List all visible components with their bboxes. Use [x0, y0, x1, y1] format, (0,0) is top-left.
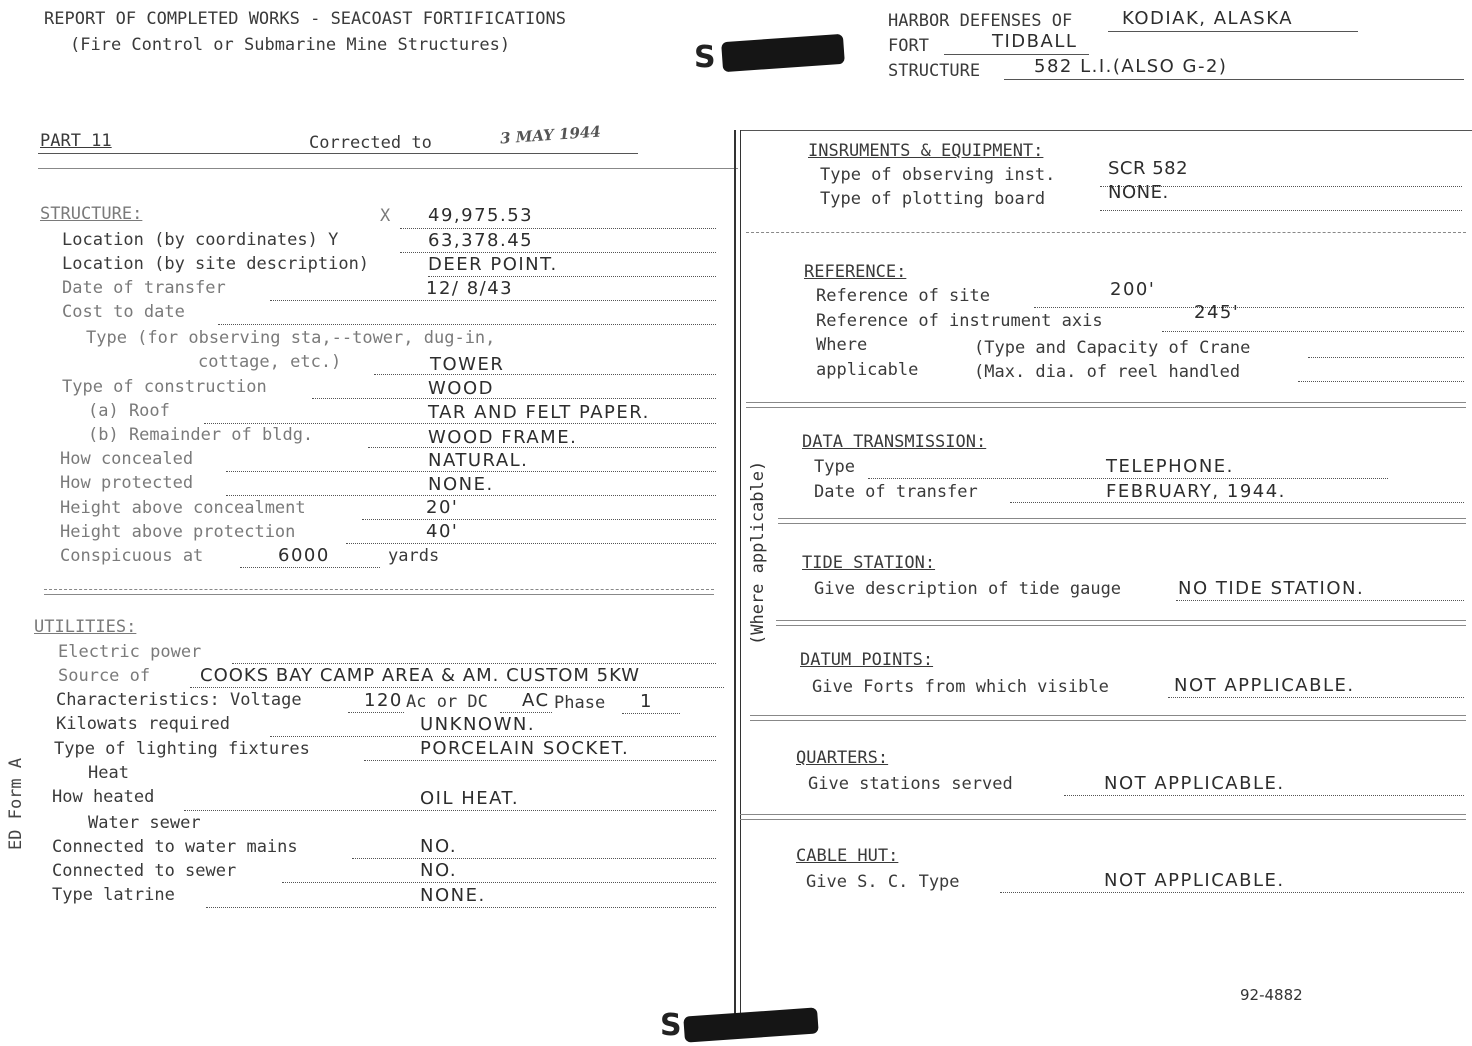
- cable-hut-type-label: Give S. C. Type: [806, 872, 960, 892]
- roof-value: TAR AND FELT PAPER.: [428, 402, 650, 423]
- tide-gauge-label: Give description of tide gauge: [814, 579, 1122, 599]
- construction-label: Type of construction: [62, 377, 267, 397]
- fort-label: FORT: [888, 36, 929, 56]
- structure-label: STRUCTURE: [888, 61, 981, 81]
- concealed-label: How concealed: [60, 449, 194, 469]
- harbor-label: HARBOR DEFENSES OF: [888, 11, 1073, 31]
- conspicuous-label: Conspicuous at: [60, 546, 204, 566]
- sewer-label: Connected to sewer: [52, 861, 237, 881]
- x-label: X: [380, 206, 391, 226]
- protected-label: How protected: [60, 473, 194, 493]
- part-divider-left: [38, 153, 638, 154]
- data-transmission-heading: DATA TRANSMISSION:: [802, 432, 987, 452]
- conspicuous-value: 6000: [278, 545, 330, 566]
- remainder-label: (b) Remainder of bldg.: [88, 425, 314, 445]
- report-subtitle: (Fire Control or Submarine Mine Structures): [70, 35, 511, 55]
- reference-axis-label: Reference of instrument axis: [816, 311, 1103, 331]
- height-protection-label: Height above protection: [60, 522, 296, 542]
- cable-hut-type-value: NOT APPLICABLE.: [1104, 870, 1285, 891]
- latrine-label: Type latrine: [52, 885, 175, 905]
- structure-underline: [1004, 79, 1464, 80]
- harbor-underline: [1108, 31, 1358, 32]
- corrected-label: Corrected to: [309, 133, 432, 153]
- center-divider: [734, 130, 736, 1026]
- x-value: 49,975.53: [428, 205, 534, 226]
- datum-divider: [750, 715, 1466, 716]
- date-transfer-label: Date of transfer: [62, 278, 226, 298]
- left-section-divider: [38, 168, 738, 169]
- construction-value: WOOD: [428, 378, 494, 399]
- reel-label: (Max. dia. of reel handled: [974, 362, 1241, 382]
- type-label-1: Type (for observing sta,--tower, dug-in,: [86, 328, 496, 348]
- center-divider-2: [740, 130, 741, 1026]
- redaction-mark-top: [721, 34, 845, 72]
- kilowatts-label: Kilowats required: [56, 714, 230, 734]
- reference-heading: REFERENCE:: [804, 262, 907, 282]
- phase-value: 1: [640, 691, 653, 712]
- how-heated-value: OIL HEAT.: [420, 788, 520, 809]
- quarters-stations-value: NOT APPLICABLE.: [1104, 773, 1285, 794]
- dt-type-label: Type: [814, 457, 855, 477]
- instruments-divider: [746, 232, 1466, 233]
- applicable-label: applicable: [816, 360, 919, 380]
- latrine-value: NONE.: [420, 885, 486, 906]
- tide-gauge-value: NO TIDE STATION.: [1178, 578, 1365, 599]
- voltage-value: 120: [364, 690, 403, 711]
- fort-underline: [944, 54, 1089, 55]
- plotting-value: NONE.: [1108, 182, 1169, 203]
- structure-utilities-divider: [44, 589, 714, 590]
- reference-divider: [746, 402, 1466, 403]
- water-mains-value: NO.: [420, 836, 458, 857]
- form-number-label: ED Form A: [6, 757, 26, 850]
- reference-site-value: 200': [1110, 279, 1156, 300]
- reference-axis-value: 245': [1194, 302, 1240, 323]
- right-top-rule: [740, 130, 1472, 131]
- tide-divider: [776, 620, 1466, 621]
- water-sewer-label: Water sewer: [88, 813, 201, 833]
- datum-divider-2: [750, 720, 1466, 721]
- cost-label: Cost to date: [62, 302, 185, 322]
- kilowatts-value: UNKNOWN.: [420, 714, 536, 735]
- reference-divider-2: [746, 407, 1466, 408]
- acdc-value: AC: [522, 690, 550, 711]
- characteristics-label: Characteristics: Voltage: [56, 690, 302, 710]
- reference-site-label: Reference of site: [816, 286, 990, 306]
- type-value: TOWER: [430, 354, 505, 375]
- report-title: REPORT OF COMPLETED WORKS - SEACOAST FORTIFICATIONS: [44, 9, 566, 29]
- height-concealment-label: Height above concealment: [60, 498, 306, 518]
- water-mains-label: Connected to water mains: [52, 837, 298, 857]
- harbor-value: KODIAK, ALASKA: [1122, 8, 1294, 29]
- dt-date-value: FEBRUARY, 1944.: [1106, 481, 1286, 502]
- tide-divider-2: [776, 625, 1466, 626]
- quarters-divider: [740, 814, 1466, 815]
- concealed-value: NATURAL.: [428, 450, 529, 471]
- where-label: Where: [816, 335, 868, 355]
- datum-points-heading: DATUM POINTS:: [800, 650, 934, 670]
- location-coordinates-label: Location (by coordinates) Y: [62, 230, 339, 250]
- y-value: 63,378.45: [428, 230, 534, 251]
- remainder-value: WOOD FRAME.: [428, 427, 578, 448]
- observing-label: Type of observing inst.: [820, 165, 1056, 185]
- sewer-value: NO.: [420, 860, 458, 881]
- fort-value: TIDBALL: [992, 31, 1078, 52]
- roof-label: (a) Roof: [88, 401, 170, 421]
- source-value: COOKS BAY CAMP AREA & AM. CUSTOM 5KW: [200, 665, 641, 686]
- dt-type-value: TELEPHONE.: [1106, 456, 1234, 477]
- where-applicable-label: (Where applicable): [748, 460, 768, 645]
- date-transfer-value: 12/ 8/43: [426, 278, 514, 299]
- lighting-label: Type of lighting fixtures: [54, 739, 310, 759]
- quarters-stations-label: Give stations served: [808, 774, 1013, 794]
- protected-value: NONE.: [428, 474, 494, 495]
- heat-label: Heat: [88, 763, 129, 783]
- crane-label: (Type and Capacity of Crane: [974, 338, 1251, 358]
- cable-hut-heading: CABLE HUT:: [796, 846, 899, 866]
- conspicuous-unit: yards: [388, 546, 440, 566]
- classification-stamp-bottom: S: [660, 1008, 683, 1043]
- location-site-label: Location (by site description): [62, 254, 370, 274]
- part-label: PART 11: [40, 131, 112, 151]
- quarters-divider-2: [740, 819, 1466, 820]
- height-protection-value: 40': [426, 521, 459, 542]
- redaction-mark-bottom: [683, 1007, 818, 1042]
- instruments-heading: INSRUMENTS & EQUIPMENT:: [808, 141, 1044, 161]
- dt-date-label: Date of transfer: [814, 482, 978, 502]
- plotting-label: Type of plotting board: [820, 189, 1046, 209]
- observing-value: SCR 582: [1108, 158, 1189, 179]
- phase-label: Phase: [554, 693, 606, 713]
- datum-forts-value: NOT APPLICABLE.: [1174, 675, 1355, 696]
- datum-forts-label: Give Forts from which visible: [812, 677, 1109, 697]
- lighting-value: PORCELAIN SOCKET.: [420, 738, 630, 759]
- type-label-2: cottage, etc.): [198, 352, 342, 372]
- location-site-value: DEER POINT.: [428, 254, 558, 275]
- electric-power-label: Electric power: [58, 642, 202, 662]
- structure-heading: STRUCTURE:: [40, 204, 143, 224]
- classification-stamp-top: S: [694, 40, 717, 75]
- source-label: Source of: [58, 666, 151, 686]
- structure-utilities-divider-2: [44, 594, 714, 595]
- dt-divider-2: [778, 523, 1466, 524]
- structure-value: 582 L.I.(ALSO G-2): [1034, 56, 1228, 77]
- acdc-label: Ac or DC: [406, 692, 488, 712]
- quarters-heading: QUARTERS:: [796, 748, 889, 768]
- corrected-value: 3 MAY 1944: [499, 122, 602, 148]
- document-number: 92-4882: [1240, 986, 1303, 1004]
- tide-station-heading: TIDE STATION:: [802, 553, 936, 573]
- height-concealment-value: 20': [426, 497, 459, 518]
- utilities-heading: UTILITIES:: [34, 617, 137, 637]
- how-heated-label: How heated: [52, 787, 155, 807]
- dt-divider: [778, 518, 1466, 519]
